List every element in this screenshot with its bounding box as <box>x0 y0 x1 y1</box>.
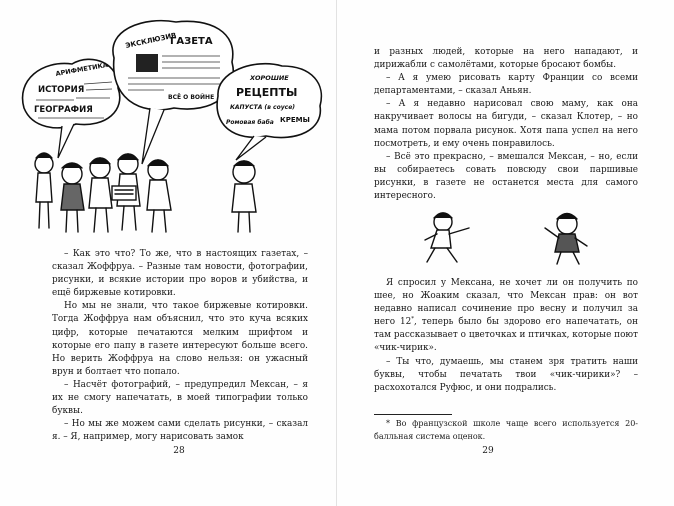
page-number-left: 28 <box>173 446 185 456</box>
boy-6-figure <box>232 161 256 232</box>
illustration-svg <box>14 18 324 240</box>
boy-2-figure <box>61 163 84 232</box>
paragraph: – Но мы же можем сами сделать рисунки, – сказал я. – Я, например, могу нарисовать замок <box>52 419 308 443</box>
boy-with-box-figure <box>112 154 140 230</box>
kids-newspaper-illustration <box>14 18 324 240</box>
left-page-text <box>52 248 308 444</box>
boy-3-figure <box>89 158 112 232</box>
paragraph: – А я недавно нарисовал свою маму, как она накручивает волосы на бигуди, – сказал Клотер, – но мама потом порвала рисунок. Хотя папа успел на него посмотреть, и ему очень понравилось. <box>374 99 638 149</box>
paragraph-with-footnote <box>374 277 638 356</box>
speech-bubble-recipes <box>217 64 321 160</box>
right-page-text-top <box>374 46 638 203</box>
paragraph: – Ты что, думаешь, мы станем зря тратить наши буквы, чтобы печатать твои «чик-чирики»? – расхохотался Руфюс, и они подрались. <box>374 356 638 393</box>
bubble-newspaper-label-3: ВСЁ О ВОЙНЕ <box>168 94 215 101</box>
bubble-recipes-label-4: Ромовая баба <box>226 119 274 126</box>
bubble-newspaper-label-2: ГАЗЕТА <box>170 36 213 47</box>
footnote: * Во французской школе чаще всего используется 20-балльная система оценок. <box>374 419 638 441</box>
bubble-newspaper-label-1: ЭКСКЛЮЗИВ <box>124 31 178 50</box>
fight-svg <box>421 206 607 266</box>
paragraph: и разных людей, которые на него нападают, и дирижабли с самолётами, которые бросают бомбы. <box>374 47 638 71</box>
bubble-recipes-label-3: КАПУСТА (в соусе) <box>230 104 296 111</box>
boy-joachim-figure <box>545 214 587 265</box>
paragraph: – А я умею рисовать карту Франции со всеми департаментами, – сказал Аньян. <box>374 73 638 97</box>
right-page <box>337 0 674 506</box>
bubble-recipes-label-1: ХОРОШИЕ <box>250 74 289 82</box>
footnote-marker: * <box>411 316 415 323</box>
bubble-history-label-2: ИСТОРИЯ <box>38 85 85 95</box>
paragraph: – Как это что? То же, что в настоящих газетах, – сказал Жоффруа. – Разные там новости, фотографии, рисунки, и всякие истории про воров и убийства, и ещё биржевые котировки. <box>52 249 308 299</box>
speech-bubble-newspaper <box>113 21 233 164</box>
paragraph: – Насчёт фотографий, – предупредил Мексан, – я их не смогу напечатать, в моей типографии только буквы. <box>52 379 308 417</box>
bubble-recipes-label-5: КРЕМЫ <box>280 116 310 124</box>
paragraph-part: , теперь было бы здорово его напечатать, он там рассказывает о цветочках и птичках, которые поют «чик-чирик». <box>374 317 639 354</box>
bubble-history-label-3: ГЕОГРАФИЯ <box>34 105 93 115</box>
paragraph-part: Я спросил у Мексана, не хочет ли он получить по шее, но Жоаким сказал, что Мексан прав: он вот недавно написал сочинение про весну и получил за него 12 <box>374 278 638 328</box>
fighting-boys-illustration <box>421 206 607 266</box>
boy-1-figure <box>35 153 53 228</box>
page-number-right: 29 <box>482 446 494 456</box>
paragraph: Но мы не знали, что такое биржевые котировки. Тогда Жоффруа нам объяснил, что это куча всяких цифр, которые печатаются мелким шрифтом и которые его папу в газете интересуют больше всего. Но верить Жоффруа на слово нельзя: он ужасный врун и болтает что попало. <box>52 301 308 377</box>
speech-bubble-history <box>23 59 120 158</box>
children-group <box>35 153 256 232</box>
paragraph: – Всё это прекрасно, – вмешался Мексан, – но, если вы собираетесь совать повсюду свои паршивые рисунки, в газете не останется места для самого интересного. <box>374 151 638 202</box>
bubble-recipes-label-2: РЕЦЕПТЫ <box>236 86 298 99</box>
bubble-history-label-1: АРИФМЕТИКА <box>54 60 109 78</box>
boy-rufus-figure <box>425 213 469 262</box>
right-page-text-bottom <box>374 277 638 395</box>
boy-5-figure <box>147 160 171 232</box>
footnote-rule <box>374 414 452 415</box>
